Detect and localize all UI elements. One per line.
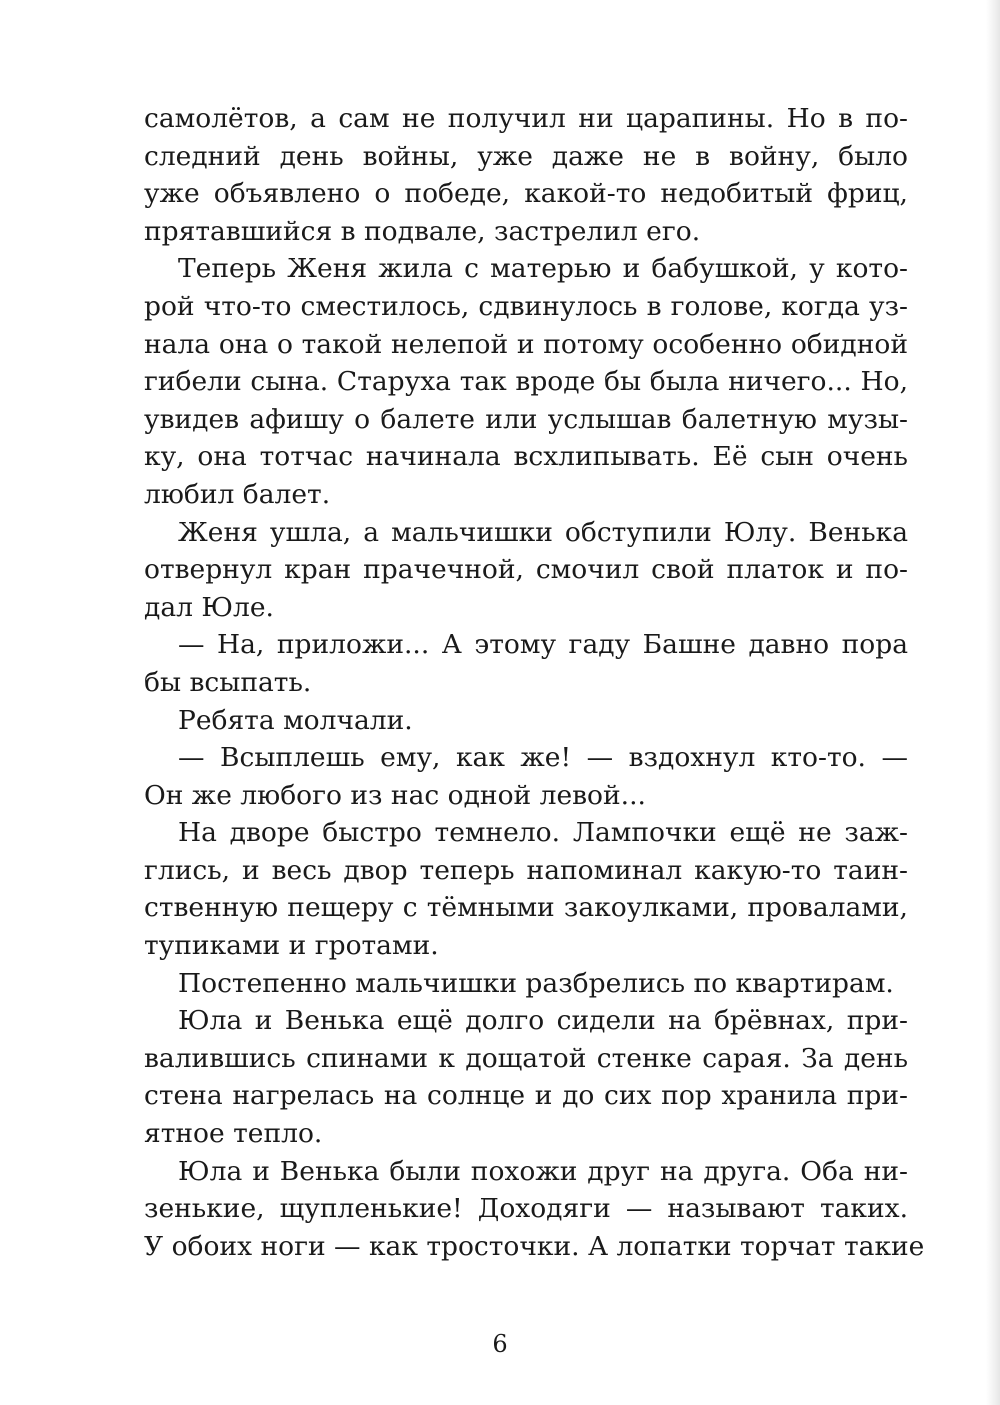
text-line: уже объявлено о победе, какой-то недобитый фриц,: [144, 178, 908, 210]
text-line: рой что-то сместилось, сдвинулось в голове, когда уз-: [144, 290, 908, 322]
text-line: Ребята молчали.: [178, 704, 413, 736]
page-edge-shadow: [986, 0, 1000, 1405]
text-line: глись, и весь двор теперь напоминал какую-то таин-: [144, 854, 908, 886]
page-number: 6: [492, 1330, 508, 1358]
text-line: валившись спинами к дощатой стенке сарая. За день: [144, 1042, 908, 1074]
text-line: следний день войны, уже даже не в войну, было: [144, 140, 908, 172]
text-line: гибели сына. Старуха так вроде бы была ничего... Но,: [144, 366, 908, 398]
text-line: зенькие, щупленькие! Доходяги — называют таких.: [144, 1193, 908, 1225]
page-text: [144, 100, 925, 1265]
text-line: самолётов, а сам не получил ни царапины. Но в по-: [144, 103, 908, 134]
text-line: ку, она тотчас начинала всхлипывать. Её сын очень: [144, 441, 908, 473]
text-line: отвернул кран прачечной, смочил свой платок и по-: [144, 554, 908, 586]
text-line: нала она о такой нелепой и потому особенно обидной: [144, 328, 908, 360]
text-line: На дворе быстро темнело. Лампочки ещё не заж-: [178, 817, 908, 849]
text-line: любил балет.: [144, 478, 331, 510]
text-line: Юла и Венька были похожи друг на друга. Оба ни-: [178, 1155, 908, 1187]
text-line: дал Юле.: [144, 591, 274, 623]
text-line: Постепенно мальчишки разбрелись по квартирам.: [178, 967, 894, 999]
text-line: увидев афишу о балете или услышав балетную музы-: [144, 403, 908, 435]
text-line: ятное тепло.: [144, 1118, 323, 1150]
text-line: стена нагрелась на солнце и до сих пор хранила при-: [144, 1080, 908, 1112]
text-line: — На, приложи... А этому гаду Башне давно пора: [178, 629, 908, 661]
text-line: Женя ушла, а мальчишки обступили Юлу. Венька: [178, 516, 908, 548]
text-line: тупиками и гротами.: [144, 930, 439, 962]
text-line: У обоих ноги — как тросточки. А лопатки торчат такие: [144, 1230, 925, 1262]
text-line: прятавшийся в подвале, застрелил его.: [144, 215, 701, 247]
text-line: Юла и Венька ещё долго сидели на брёвнах, при-: [178, 1005, 908, 1037]
text-line: бы всыпать.: [144, 666, 312, 698]
text-line: Он же любого из нас одной левой...: [144, 779, 646, 811]
text-line: ственную пещеру с тёмными закоулками, провалами,: [144, 892, 908, 924]
text-line: Теперь Женя жила с матерью и бабушкой, у кото-: [178, 253, 908, 285]
text-line: — Всыплешь ему, как же! — вздохнул кто-то. —: [178, 742, 908, 774]
